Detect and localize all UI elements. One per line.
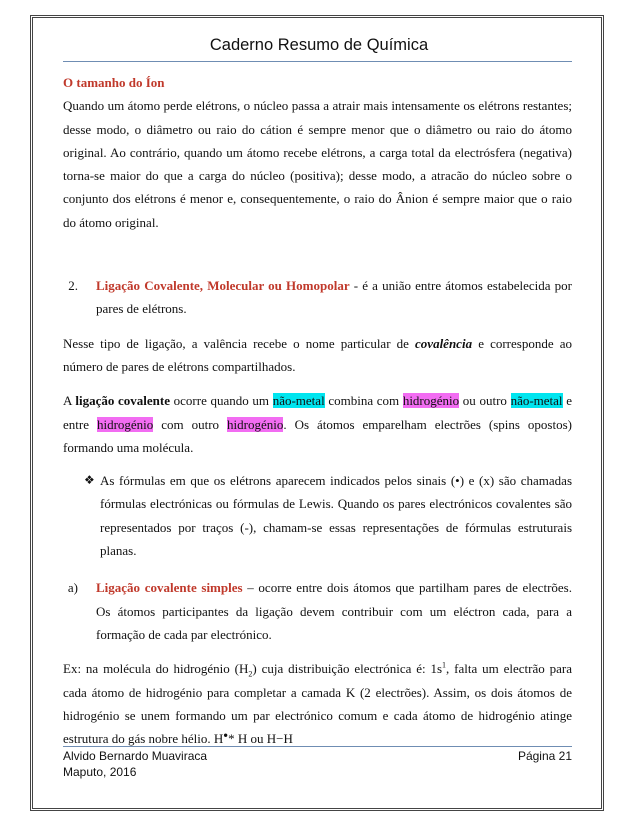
simple-bond-definition: – ocorre entre dois átomos que partilham pares de electrões. Os átomos participantes da ligação devem contribuir com um eléctron cada, para a formação de cada par electrónico. [96, 580, 572, 642]
text-fragment: * H ou H−H [228, 731, 293, 747]
superscript: 1 [442, 660, 447, 670]
text-fragment: Ex: na molécula do hidrogénio (H [63, 661, 249, 677]
text-fragment: ou outro [459, 393, 511, 409]
covalencia-term: covalência [415, 335, 473, 351]
lewis-bullet-text: As fórmulas em que os elétrons aparecem indicados pelos sinais (•) e (x) são chamadas fórmulas electrónicas ou fórmulas de Lewis. Quando os pares electrónicos covalentes são representados por traços (-), chamam-se essas representações de fórmulas estruturais planas. [100, 473, 572, 559]
item-number: 2. [68, 278, 78, 294]
electron-dot: ● [223, 730, 229, 740]
covalent-paragraph [63, 389, 572, 459]
page-header-title: Caderno Resumo de Química [209, 36, 429, 54]
valencia-text-1: Nesse tipo de ligação, a valência recebe o nome particular de [63, 335, 416, 351]
highlight-hidrogenio: hidrogénio [227, 416, 284, 432]
valencia-text-2: e corresponde ao número de pares de elétrons compartilhados. [63, 335, 572, 374]
lewis-bullet-item [63, 469, 572, 562]
text-fragment: A [63, 393, 76, 409]
diamond-bullet-icon: ❖ [84, 473, 95, 488]
highlight-nao-metal: não-metal [272, 393, 325, 409]
ion-size-paragraph: Quando um átomo perde elétrons, o núcleo passa a atrair mais intensamente os elétrons restantes; desse modo, o diâmetro ou raio do cátion é sempre menor que o diâmetro ou raio do átomo original. Ao contrário, quando um átomo recebe elétrons, a carga total da electrósfera (negativa) torna-se maior do que a carga do núcleo (positiva); desse modo, a atracão do núcleo sobre o conjunto dos elétrons é menor e, consequentemente, o raio do Ânion é sempre maior que o raio do átomo original. [63, 98, 572, 230]
lettered-item-simple [63, 576, 572, 646]
numbered-item-covalent [63, 274, 572, 321]
text-fragment: combina com [324, 393, 403, 409]
covalent-bond-definition: - é a união entre átomos estabelecida por pares de elétrons. [96, 278, 572, 317]
item-letter: a) [67, 580, 78, 596]
page-number: Página 21 [517, 749, 572, 763]
highlight-nao-metal: não-metal [510, 393, 563, 409]
text-fragment: ocorre quando um [169, 393, 273, 409]
footer-author: Alvido Bernardo Muaviraca [63, 749, 208, 763]
page-footer [63, 748, 572, 780]
text-fragment: com outro [153, 416, 228, 432]
subscript: 2 [248, 669, 253, 679]
text-fragment: e entre [63, 393, 572, 432]
example-paragraph [63, 657, 572, 750]
simple-bond-title: Ligação covalente simples [96, 580, 243, 596]
valencia-paragraph [63, 332, 572, 379]
text-fragment: . Os átomos emparelham electrões (spins opostos) formando uma molécula. [63, 416, 572, 455]
footer-divider [63, 746, 572, 747]
header-divider [63, 61, 572, 62]
bold-term: ligação covalente [75, 393, 170, 409]
text-fragment: ) cuja distribuição electrónica é: 1s [252, 661, 443, 677]
section-title-text: O tamanho do Íon [63, 75, 165, 90]
highlight-hidrogenio: hidrogénio [96, 416, 154, 432]
footer-location: Maputo, 2016 [63, 765, 137, 779]
covalent-bond-title: Ligação Covalente, Molecular ou Homopolar [96, 278, 350, 294]
page-content [63, 70, 572, 750]
highlight-hidrogenio: hidrogénio [402, 393, 460, 409]
text-fragment: , falta um electrão para cada átomo de hidrogénio para completar a camada K (2 electrões). Assim, os dois átomos de hidrogénio se unem formando um par electrónico comum e cada átomo de hidrogénio atinge estrutura do gás nobre hélio. H [63, 661, 572, 747]
section-title [63, 71, 572, 94]
